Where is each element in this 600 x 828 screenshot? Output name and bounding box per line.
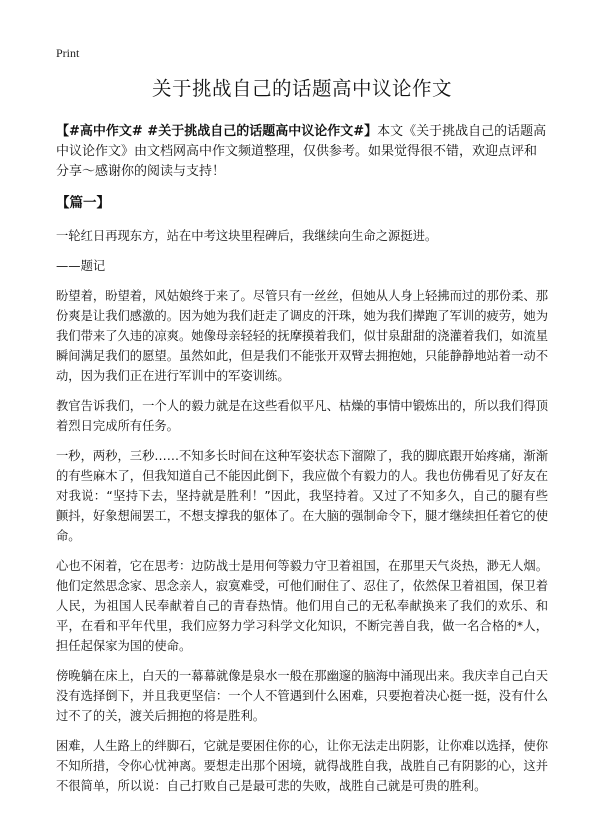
paragraph: 心也不闲着，它在思考：边防战士是用何等毅力守卫着祖国，在那里天气炎热，渺无人烟。他们定然思念家、思念亲人，寂寞难受，可他们耐住了、忍住了，依然保卫着祖国，保卫着人民，为祖国人民奉献着自己的青春热情。他们用自己的无私奉献换来了我们的欢乐、和平，在看和平年代里，我们应努力学习科学文化知识，不断完善自我，做一名合格的*人，担任起保家为国的使命。 (56, 559, 548, 653)
section-heading: 【篇一】 (56, 195, 110, 211)
print-link[interactable]: Print (56, 46, 80, 60)
paragraph: 盼望着，盼望着，风姑娘终于来了。尽管只有一丝丝，但她从人身上轻拂而过的那份柔、那份爽是让我们感激的。因为她为我们赶走了调皮的汗珠，她为我们撵跑了军训的疲劳，她为我们带来了久违的凉爽。她像母亲轻轻的抚摩摸着我们，似甘泉甜甜的浇灌着我们，如流星瞬间满足我们的愿望。虽然如此，但是我们不能张开双臂去拥抱她，只能静静地站着一动不动，因为我们正在进行军训中的军姿训练。 (56, 289, 548, 383)
paragraph: 教官告诉我们，一个人的毅力就是在这些看似平凡、枯燥的事情中锻炼出的，所以我们得顶着烈日完成所有任务。 (56, 399, 548, 433)
document-body (56, 76, 548, 806)
page-title: 关于挑战自己的话题高中议论作文 (151, 77, 452, 100)
intro-paragraph (56, 122, 548, 182)
paragraph: 困难，人生路上的绊脚石，它就是要困住你的心，让你无法走出阴影，让你难以选择，使你不知所措，令你心忧神离。要想走出那个困境，就得战胜自我，战胜自己有阴影的心，这并不很简单，所以说：自己打败自己是最可悲的失败，战胜自己就是可贵的胜利。 (56, 739, 548, 793)
paragraph: 傍晚躺在床上，白天的一幕幕就像是泉水一般在那幽邃的脑海中涌现出来。我庆幸自己白天没有选择倒下，并且我更坚信：一个人不管遇到什么困难，只要抱着决心挺一挺，没有什么过不了的关，渡关后拥抱的将是胜利。 (56, 669, 548, 723)
intro-text: 本文《关于挑战自己的话题高中议论作文》由文档网高中作文频道整理，仅供参考。如果觉得很不错，欢迎点评和分享～感谢你的阅读与支持！ (56, 124, 547, 179)
intro-tag: 【#高中作文# #关于挑战自己的话题高中议论作文#】 (56, 124, 378, 139)
paragraph: ——题记 (56, 259, 106, 273)
paragraph: 一秒，两秒，三秒……不知多长时间在这种军姿状态下溜隙了，我的脚底跟开始疼痛，渐渐的有些麻木了，但我知道自己不能因此倒下，我应做个有毅力的人。我也仿佛看见了好友在对我说：“坚持下去，坚持就是胜利！”因此，我坚持着。又过了不知多久，自己的腿有些颤抖，好象想闹罢工，不想支撑我的躯体了。在大脑的强制命令下，腿才继续担任着它的使命。 (56, 449, 548, 543)
paragraph: 一轮红日再现东方，站在中考这块里程碑后，我继续向生命之源挺进。 (56, 229, 438, 243)
